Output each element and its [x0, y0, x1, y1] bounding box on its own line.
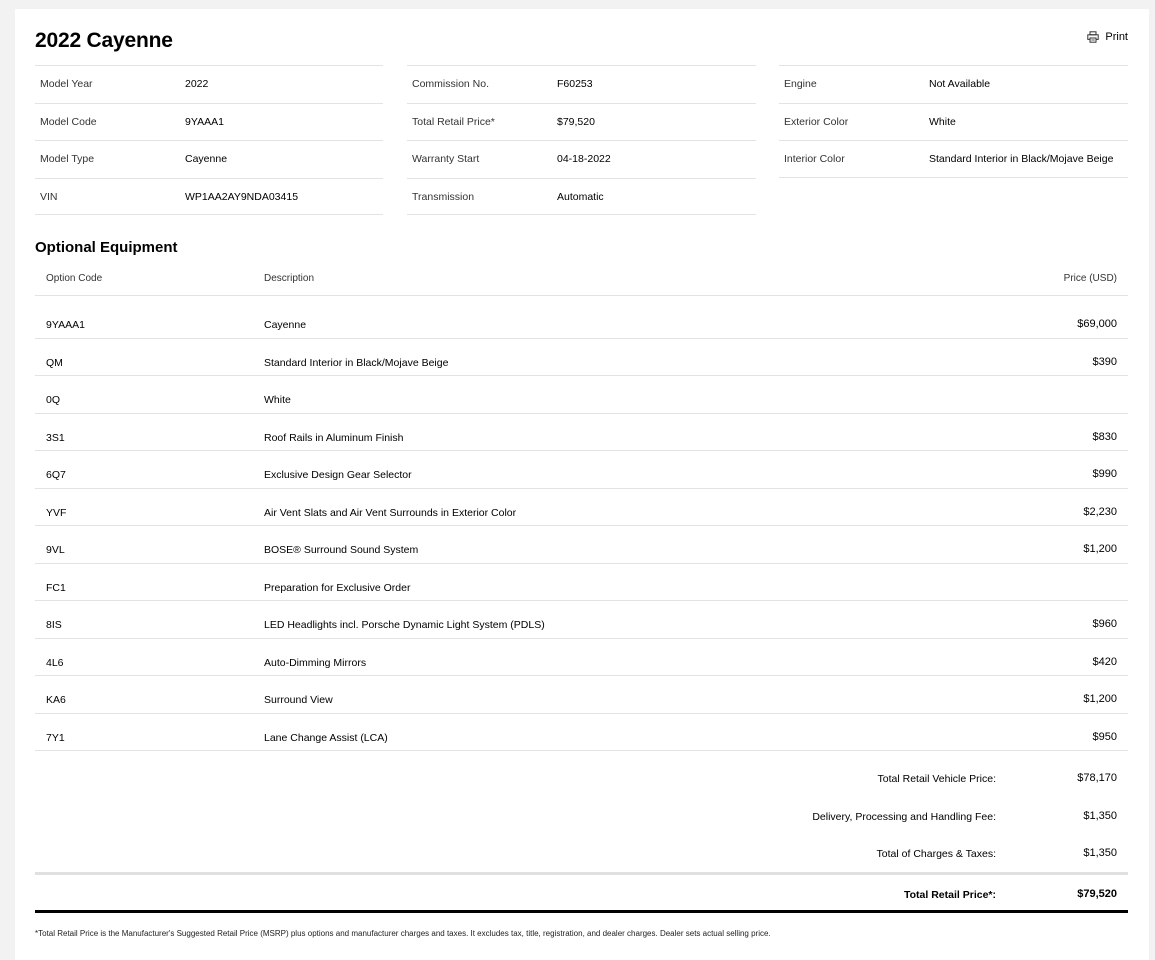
- spec-total-retail-price: [407, 103, 756, 141]
- option-description: Roof Rails in Aluminum Finish: [264, 431, 404, 444]
- option-description: Lane Change Assist (LCA): [264, 731, 388, 744]
- spec-value: Not Available: [929, 78, 991, 90]
- spec-transmission: [407, 178, 756, 216]
- print-button[interactable]: [1087, 31, 1128, 43]
- spec-value: F60253: [557, 78, 593, 90]
- spec-value: 9YAAA1: [185, 115, 224, 128]
- spec-label: Interior Color: [784, 153, 845, 165]
- spec-label: Model Type: [40, 153, 95, 165]
- spec-label: Exterior Color: [784, 115, 849, 128]
- option-code: 7Y1: [46, 731, 65, 744]
- option-code: FC1: [46, 581, 66, 594]
- total-label: Total Retail Vehicle Price:: [877, 773, 996, 785]
- spec-value: Automatic: [557, 190, 604, 203]
- spec-model-year: [35, 65, 383, 103]
- option-price: $1,200: [1083, 693, 1117, 705]
- option-price: $390: [1092, 355, 1117, 368]
- table-row: [35, 601, 1128, 639]
- specs-column-1: [35, 65, 383, 215]
- option-price: $990: [1092, 468, 1117, 480]
- option-description: LED Headlights incl. Porsche Dynamic Light System (PDLS): [264, 619, 545, 631]
- spec-value: $79,520: [557, 115, 595, 128]
- spec-vin: [35, 178, 383, 216]
- header-price: Price (USD): [1063, 273, 1117, 284]
- spec-value: Cayenne: [185, 153, 228, 165]
- spec-commission-no: [407, 65, 756, 103]
- spec-label: Warranty Start: [412, 153, 480, 165]
- spec-label: Commission No.: [412, 78, 490, 90]
- option-price: $69,000: [1077, 318, 1117, 330]
- table-row: [35, 451, 1128, 489]
- option-price: $2,230: [1083, 505, 1117, 518]
- spec-label: Transmission: [412, 190, 475, 203]
- totals-section: [35, 759, 1128, 913]
- option-price: $960: [1092, 618, 1117, 630]
- option-price: $1,200: [1083, 543, 1117, 555]
- table-row: [35, 301, 1128, 339]
- spec-label: Engine: [784, 78, 817, 90]
- total-label: Total of Charges & Taxes:: [876, 848, 996, 860]
- option-price: $830: [1092, 430, 1117, 443]
- table-row: [35, 339, 1128, 377]
- table-row: [35, 639, 1128, 677]
- option-description: Exclusive Design Gear Selector: [264, 469, 412, 481]
- option-code: 6Q7: [46, 469, 66, 481]
- spec-exterior-color: [779, 103, 1128, 141]
- option-code: QM: [46, 356, 63, 369]
- option-price: $950: [1092, 730, 1117, 743]
- table-row: [35, 489, 1128, 527]
- option-description: White: [264, 394, 291, 406]
- total-value: $1,350: [1083, 809, 1117, 822]
- option-description: Cayenne: [264, 319, 307, 331]
- table-row: [35, 676, 1128, 714]
- table-row: [35, 714, 1128, 752]
- option-description: BOSE® Surround Sound System: [264, 544, 419, 556]
- vehicle-summary-card: [15, 9, 1149, 960]
- total-value: $79,520: [1077, 887, 1117, 900]
- option-code: 3S1: [46, 431, 65, 444]
- spec-label: Model Year: [40, 78, 93, 90]
- footnote: *Total Retail Price is the Manufacturer's Suggested Retail Price (MSRP) plus options and manufacturer charges and taxes. It excludes tax, title, registration, and dealer charges. Dealer sets actual selling price.: [35, 929, 771, 938]
- option-code: 8IS: [46, 619, 62, 631]
- specs-column-3: [779, 65, 1128, 178]
- total-value: $1,350: [1083, 847, 1117, 859]
- spec-value: WP1AA2AY9NDA03415: [185, 190, 299, 203]
- spec-value: Standard Interior in Black/Mojave Beige: [929, 153, 1114, 165]
- spec-label: Model Code: [40, 115, 97, 128]
- header-option-code: Option Code: [46, 273, 103, 284]
- header-description: Description: [264, 273, 315, 284]
- spec-value: 04-18-2022: [557, 153, 611, 165]
- printer-icon: [1087, 31, 1099, 43]
- spec-value: 2022: [185, 78, 209, 90]
- table-body: [35, 301, 1128, 751]
- total-vehicle-price-row: [35, 759, 1128, 797]
- spec-model-code: [35, 103, 383, 141]
- option-description: Surround View: [264, 694, 333, 706]
- total-retail-price-row: [35, 875, 1128, 913]
- option-description: Standard Interior in Black/Mojave Beige: [264, 356, 449, 369]
- table-row: [35, 414, 1128, 452]
- print-label: Print: [1105, 31, 1128, 43]
- option-code: YVF: [46, 506, 67, 519]
- option-description: Auto-Dimming Mirrors: [264, 656, 367, 669]
- total-label: Total Retail Price*:: [904, 888, 996, 901]
- option-description: Preparation for Exclusive Order: [264, 581, 411, 594]
- option-code: 9VL: [46, 544, 65, 556]
- table-row: [35, 376, 1128, 414]
- spec-label: Total Retail Price*: [412, 115, 495, 128]
- spec-value: White: [929, 115, 956, 128]
- spec-warranty-start: [407, 140, 756, 178]
- table-row: [35, 564, 1128, 602]
- option-description: Air Vent Slats and Air Vent Surrounds in Exterior Color: [264, 506, 517, 519]
- spec-engine: [779, 65, 1128, 103]
- total-label: Delivery, Processing and Handling Fee:: [812, 810, 996, 823]
- specs-column-2: [407, 65, 756, 215]
- option-code: 0Q: [46, 394, 61, 406]
- optional-equipment-title: Optional Equipment: [35, 239, 178, 256]
- optional-equipment-table: [35, 264, 1128, 751]
- table-row: [35, 526, 1128, 564]
- delivery-fee-row: [35, 797, 1128, 835]
- spec-model-type: [35, 140, 383, 178]
- charges-taxes-row: [35, 834, 1128, 872]
- option-code: KA6: [46, 694, 66, 706]
- option-price: $420: [1092, 655, 1117, 668]
- table-header: [35, 264, 1128, 296]
- option-code: 9YAAA1: [46, 319, 85, 331]
- spec-interior-color: [779, 140, 1128, 178]
- spec-label: VIN: [40, 190, 58, 203]
- total-value: $78,170: [1077, 772, 1117, 784]
- page-title: 2022 Cayenne: [35, 29, 173, 52]
- option-code: 4L6: [46, 656, 64, 669]
